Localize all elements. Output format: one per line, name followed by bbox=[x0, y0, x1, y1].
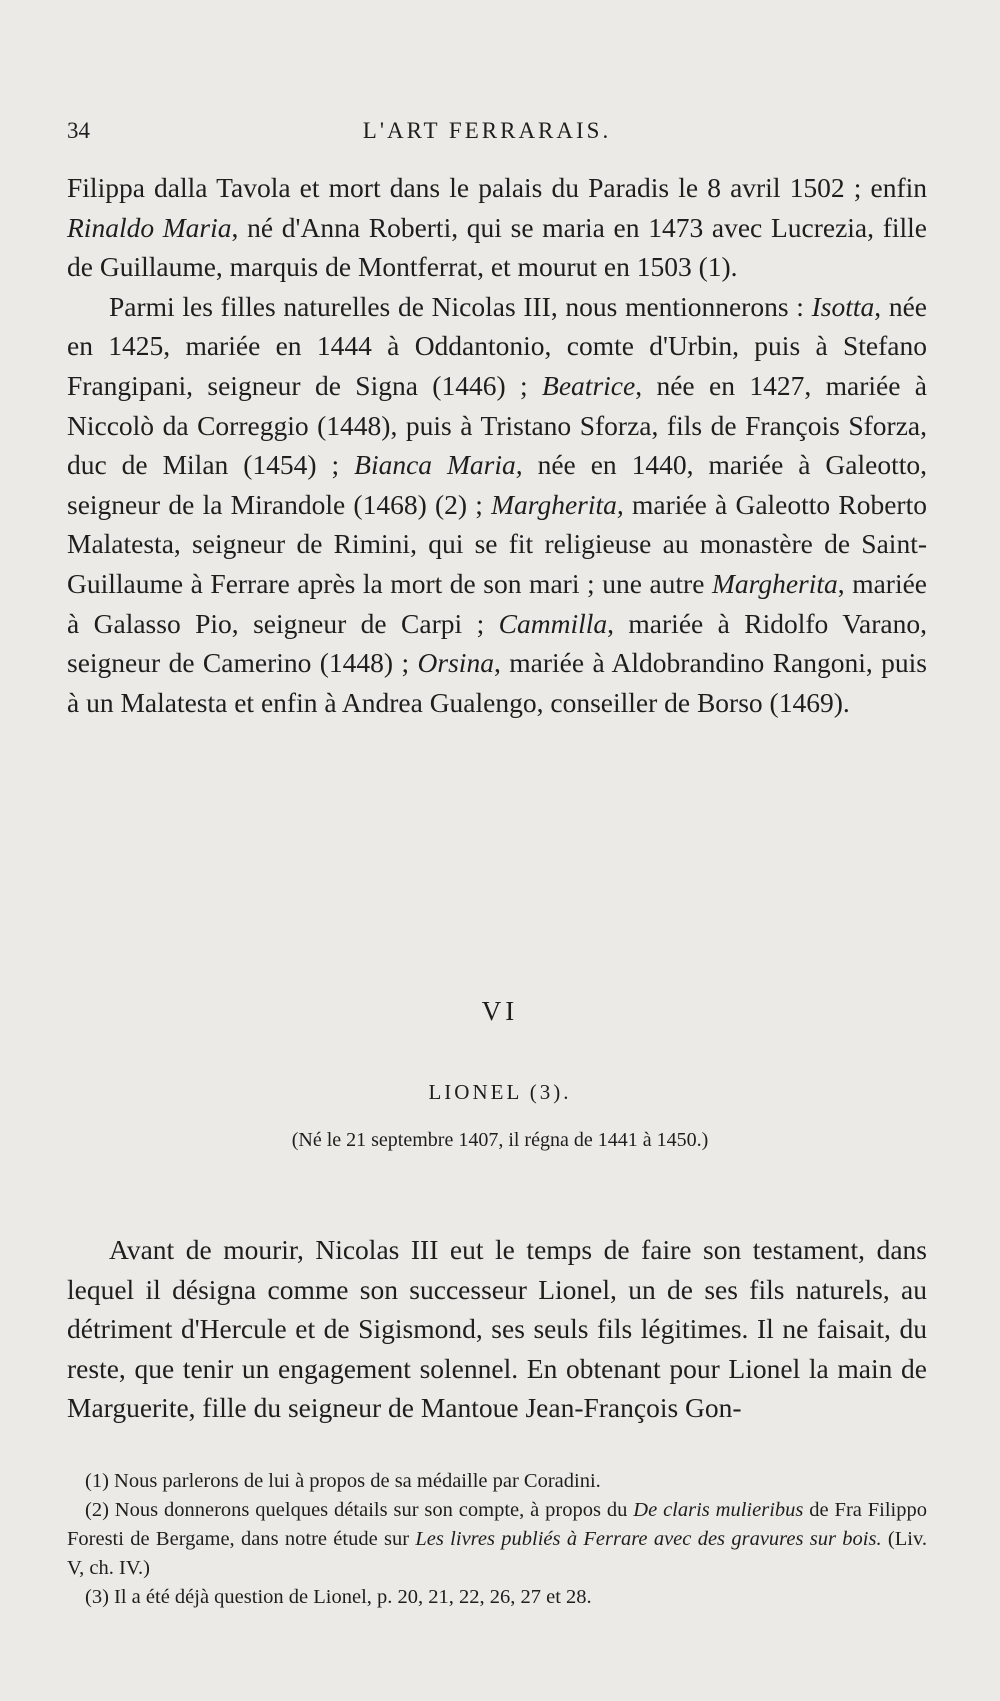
paragraph-2-text-b: , née en 1425, mariée en 1444 à Oddantonio, comte d'Urbin, puis à Stefano Frangipani, seigneur de Signa (1446) ; bbox=[67, 290, 927, 401]
paragraph-1 bbox=[67, 168, 927, 287]
paragraph-2 bbox=[67, 287, 927, 723]
name-cammilla: Cammilla bbox=[498, 607, 608, 639]
name-margherita-2: Margherita bbox=[711, 567, 838, 599]
footnote-2-text-a: (2) Nous donnerons quelques détails sur son compte, à propos du bbox=[85, 1499, 634, 1521]
footnote-3: (3) Il a été déjà question de Lionel, p. 20, 21, 22, 26, 27 et 28. bbox=[85, 1586, 592, 1608]
paragraph-1-text-b: , né d'Anna Roberti, qui se maria en 1473 avec Lucrezia, fille de Guillaume, marquis de Montferrat, et mourut en 1503 (1). bbox=[67, 211, 927, 283]
body-text-bottom bbox=[67, 1230, 927, 1428]
footnote-1: (1) Nous parlerons de lui à propos de sa médaille par Coradini. bbox=[85, 1470, 601, 1492]
paragraph-3: Avant de mourir, Nicolas III eut le temps de faire son testament, dans lequel il désigna comme son successeur Lionel, un de ses fils naturels, au détriment d'Hercule et de Sigismond, ses seuls fils légitimes. Il ne faisait, du reste, que tenir un engagement solennel. En obtenant pour Lionel la main de Marguerite, fille du seigneur de Mantoue Jean-François Gon- bbox=[67, 1234, 927, 1424]
paragraph-2-text-c: , née en 1427, mariée à Niccolò da Correggio (1448), puis à Tristano Sforza, fils de François Sforza, duc de Milan (1454) ; bbox=[67, 369, 927, 481]
paragraph-1-text-a: Filippa dalla Tavola et mort dans le palais du Paradis le 8 avril 1502 ; enfin bbox=[67, 172, 927, 203]
name-isotta: Isotta bbox=[811, 290, 875, 322]
name-bianca-maria: Bianca Maria, bbox=[354, 449, 523, 481]
chapter-number: VI bbox=[481, 996, 519, 1026]
footnote-2 bbox=[67, 1496, 927, 1583]
paragraph-2-text-d: née en 1440, mariée à Galeotto, seigneur de la Mirandole (1468) (2) ; bbox=[67, 449, 927, 520]
page-number: 34 bbox=[67, 118, 90, 143]
name-orsina: Orsina bbox=[417, 647, 494, 679]
paragraph-2-text-e: mariée à Galeotto Roberto Malatesta, seigneur de Rimini, qui se fit religieuse au monastère de Saint-Guillaume à Ferrare après la mort de son mari ; une autre bbox=[67, 488, 927, 599]
footnote-2-text-b: de Fra Filippo Foresti de Bergame, dans notre étude sur bbox=[67, 1499, 928, 1550]
footnote-2-text-c: (Liv. V, ch. IV.) bbox=[67, 1528, 927, 1579]
paragraph-2-text-f: , mariée à Galasso Pio, seigneur de Carpi ; bbox=[67, 567, 927, 639]
title-les-livres: Les livres publiés à Ferrare avec des gravures sur bois. bbox=[415, 1528, 882, 1550]
chapter-dates: (Né le 21 septembre 1407, il régna de 1441 à 1450.) bbox=[291, 1129, 709, 1151]
paragraph-2-text-g: , mariée à Ridolfo Varano, seigneur de Camerino (1448) ; bbox=[67, 607, 927, 679]
chapter-title: LIONEL (3). bbox=[428, 1080, 572, 1104]
paragraph-2-text-a: Parmi les filles naturelles de Nicolas III, nous mentionnerons : bbox=[109, 290, 812, 322]
name-margherita-1: Margherita, bbox=[491, 488, 624, 520]
paragraph-2-text-h: , mariée à Aldobrandino Rangoni, puis à un Malatesta et enfin à Andrea Gualengo, conseiller de Borso (1469). bbox=[67, 647, 928, 718]
title-de-claris-mulieribus: De claris mulieribus bbox=[633, 1499, 804, 1521]
name-rinaldo-maria: Rinaldo Maria bbox=[67, 211, 232, 243]
running-title: L'ART FERRARAIS. bbox=[362, 118, 612, 143]
footnotes bbox=[67, 1467, 927, 1612]
name-beatrice: Beatrice bbox=[542, 369, 636, 401]
body-text-top bbox=[67, 168, 927, 722]
